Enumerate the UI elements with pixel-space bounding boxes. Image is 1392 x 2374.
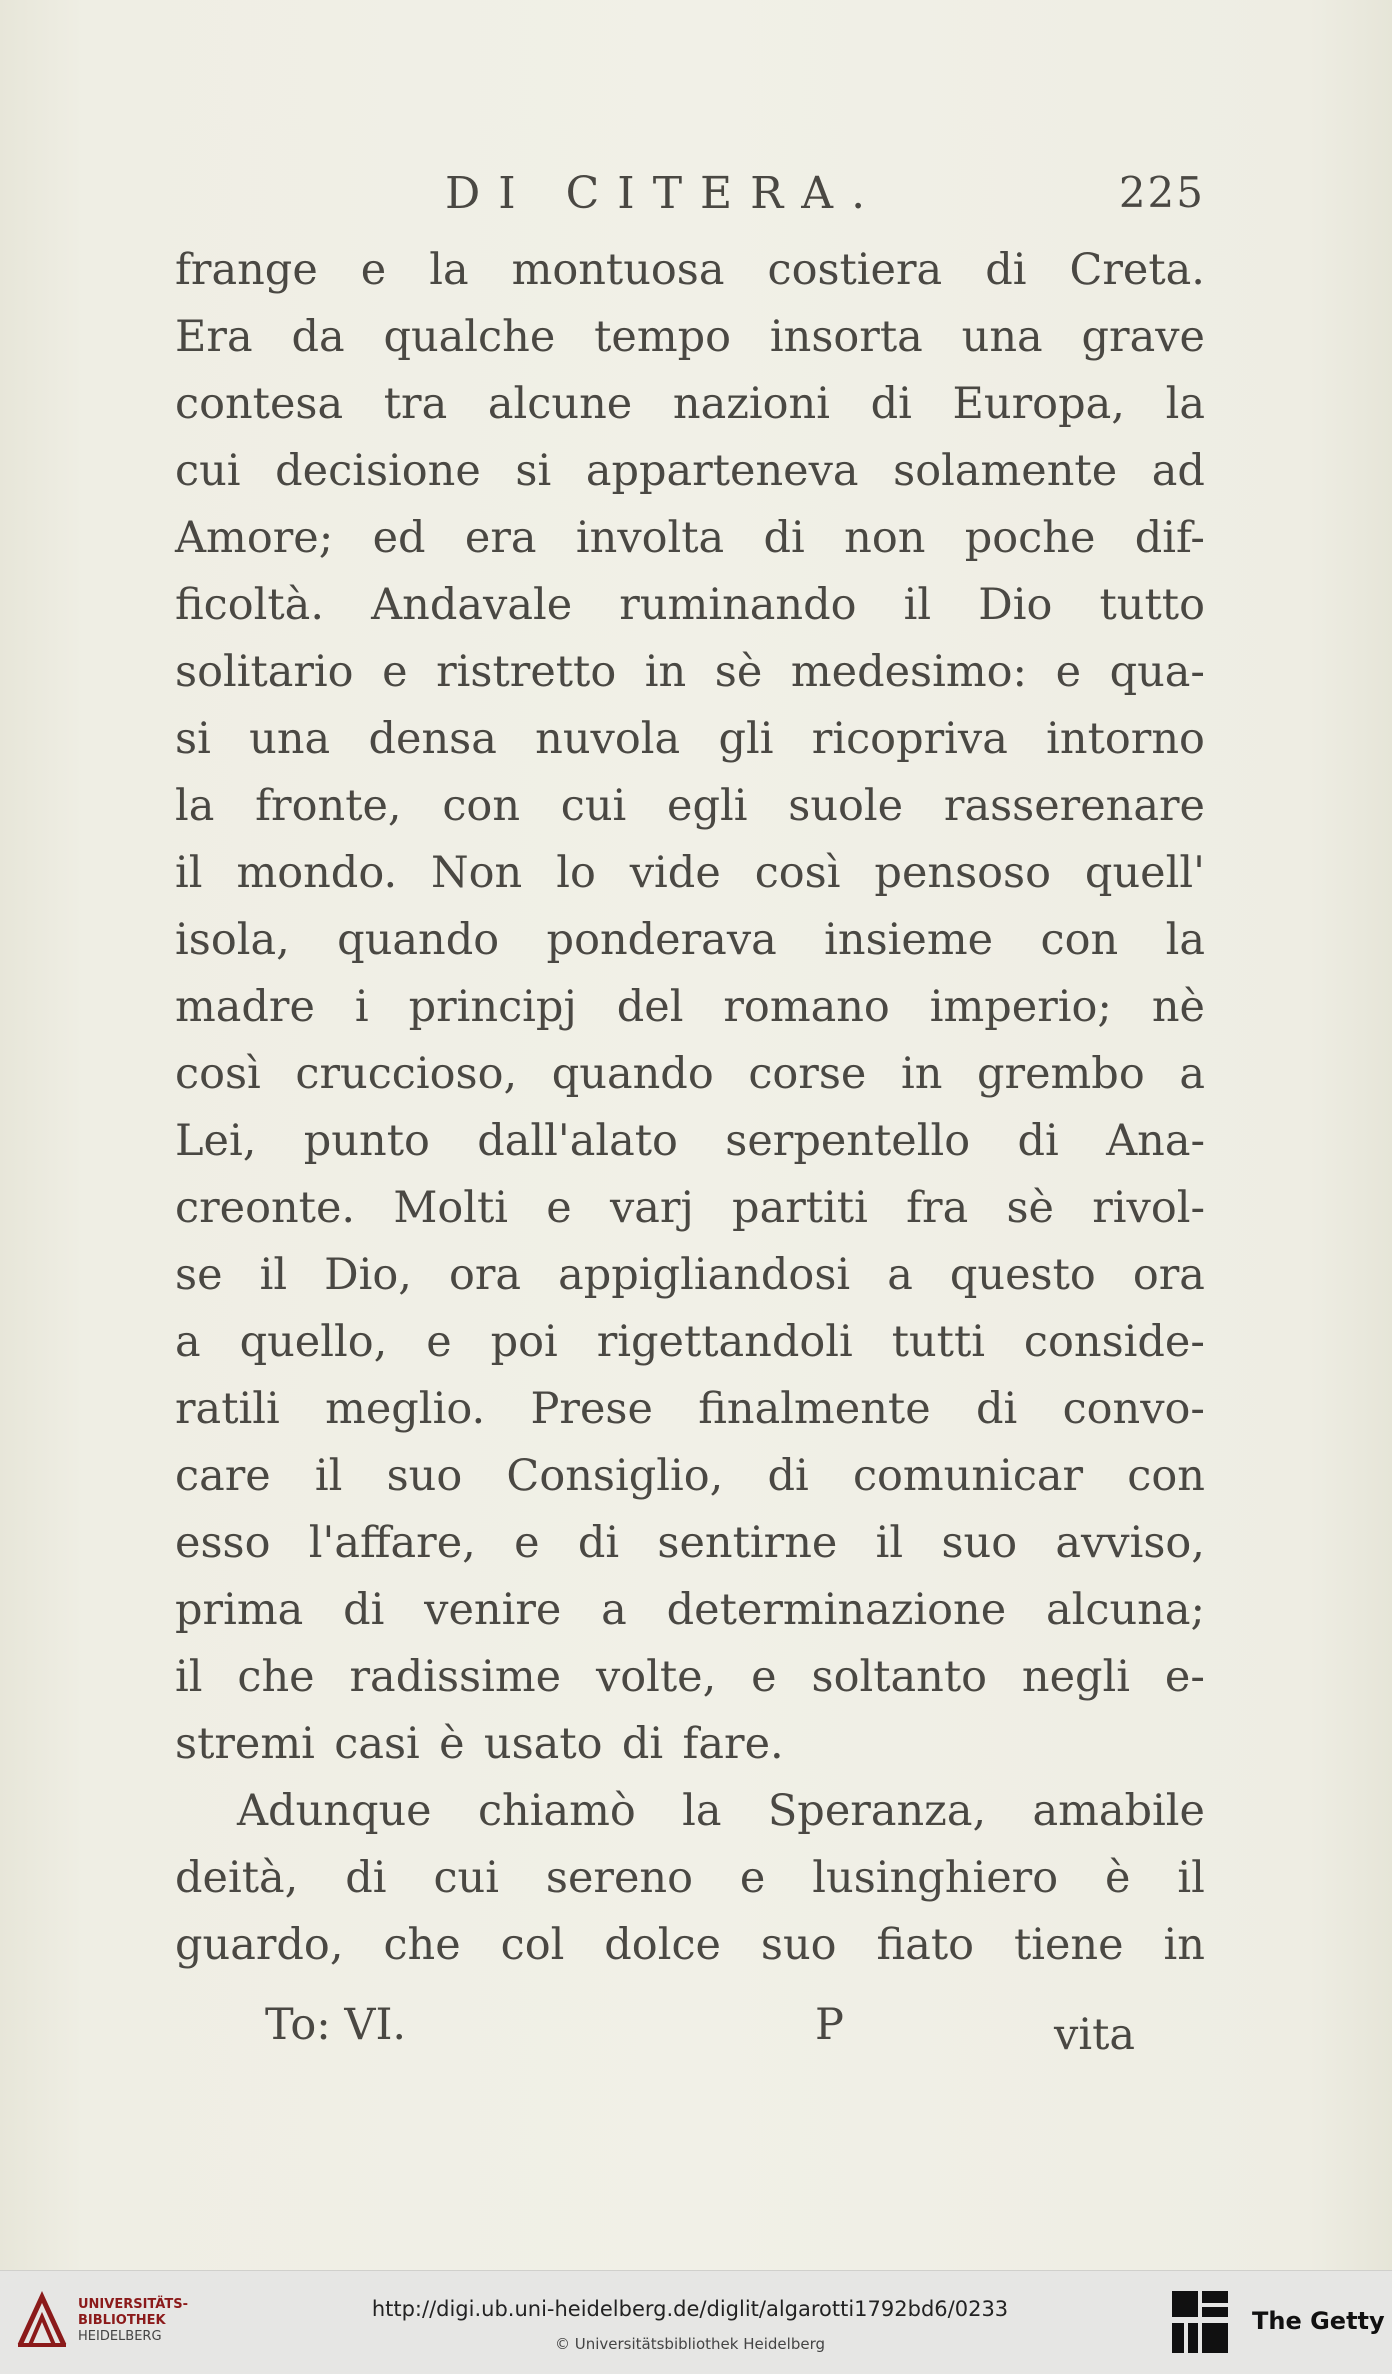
word: la	[1165, 379, 1205, 429]
word: è	[1105, 1853, 1131, 1903]
word: a	[175, 1317, 201, 1367]
text-line	[175, 1376, 1205, 1443]
word: a	[601, 1585, 627, 1635]
word: venire	[424, 1585, 562, 1635]
word: quello,	[239, 1317, 388, 1367]
word: ricopriva	[811, 714, 1008, 764]
word: sentirne	[657, 1518, 838, 1568]
word: e	[514, 1518, 540, 1568]
word: così	[754, 848, 841, 898]
word: Non	[431, 848, 523, 898]
word: tiene	[1013, 1920, 1124, 1970]
word: una	[961, 312, 1043, 362]
word: mondo.	[236, 848, 398, 898]
text-line	[175, 304, 1205, 371]
word: del	[616, 982, 684, 1032]
word: isola,	[175, 915, 290, 965]
word: soltanto	[811, 1652, 987, 1702]
word: apparteneva	[585, 446, 859, 496]
word: insieme	[824, 915, 994, 965]
word: di	[763, 513, 805, 563]
word: non	[844, 513, 926, 563]
text-line	[175, 1108, 1205, 1175]
word: se	[175, 1250, 223, 1300]
word: sè	[714, 647, 763, 697]
text-line	[175, 1510, 1205, 1577]
word: cruccioso,	[295, 1049, 518, 1099]
word: ad	[1151, 446, 1205, 496]
word: casi	[334, 1719, 420, 1769]
word: dall'alato	[477, 1116, 678, 1166]
word: gli	[718, 714, 774, 764]
word: Dio	[978, 580, 1053, 630]
word: corse	[748, 1049, 867, 1099]
word: quando	[337, 915, 500, 965]
word: insorta	[769, 312, 923, 362]
university-logo-icon[interactable]	[14, 2291, 70, 2351]
word: prima	[175, 1585, 304, 1635]
word: involta	[575, 513, 725, 563]
word: suo	[941, 1518, 1018, 1568]
word: avviso,	[1055, 1518, 1205, 1568]
word: qua-	[1109, 647, 1205, 697]
word: di	[577, 1518, 620, 1568]
word: e	[751, 1652, 777, 1702]
signature-mark: To: VI.	[265, 2000, 407, 2050]
word: decisione	[275, 446, 481, 496]
text-line	[175, 572, 1205, 639]
word: contesa	[175, 379, 344, 429]
word: col	[500, 1920, 565, 1970]
page-number: 225	[1118, 168, 1205, 217]
word: il	[175, 848, 203, 898]
word: così	[175, 1049, 261, 1099]
copyright-notice: © Universitätsbibliothek Heidelberg	[554, 2335, 825, 2353]
word: quando	[551, 1049, 714, 1099]
word: in	[1163, 1920, 1205, 1970]
page-footer	[175, 2000, 1205, 2070]
word: appigliandosi	[558, 1250, 851, 1300]
word: finalmente	[698, 1384, 931, 1434]
word: sè	[1006, 1183, 1054, 1233]
word: Lei,	[175, 1116, 257, 1166]
gathering-mark: P	[815, 2000, 844, 2050]
word: principj	[408, 982, 577, 1032]
text-line	[175, 1175, 1205, 1242]
word: e	[1055, 647, 1082, 697]
word: i	[354, 982, 369, 1032]
word: è	[439, 1719, 465, 1769]
word: Prese	[530, 1384, 653, 1434]
word: Era	[175, 312, 253, 362]
viewer-footer-bar	[0, 2270, 1392, 2374]
word: con	[442, 781, 521, 831]
word: cui	[175, 446, 241, 496]
word: quell'	[1084, 848, 1205, 898]
word: con	[1127, 1451, 1205, 1501]
word: serpentello	[725, 1116, 971, 1166]
word: solitario	[175, 647, 354, 697]
word: pensoso	[874, 848, 1051, 898]
word: creonte.	[175, 1183, 356, 1233]
word: lusinghiero	[812, 1853, 1059, 1903]
permalink-url[interactable]: http://digi.ub.uni-heidelberg.de/diglit/algarotti1792bd6/0233	[371, 2297, 1009, 2321]
word: e	[546, 1183, 572, 1233]
text-line	[175, 974, 1205, 1041]
word: meglio.	[325, 1384, 486, 1434]
word: il	[175, 1652, 203, 1702]
word: rasserenare	[943, 781, 1205, 831]
word: grave	[1081, 312, 1205, 362]
word: sereno	[545, 1853, 693, 1903]
word: era	[464, 513, 537, 563]
word: e	[382, 647, 408, 697]
word: una	[249, 714, 331, 764]
word: medesimo:	[790, 647, 1028, 697]
word: qualche	[383, 312, 556, 362]
word: rivol-	[1092, 1183, 1205, 1233]
word: poche	[964, 513, 1096, 563]
word: da	[291, 312, 345, 362]
word: ratili	[175, 1384, 280, 1434]
word: Adunque	[237, 1786, 432, 1836]
word: Speranza,	[767, 1786, 987, 1836]
word: di	[870, 379, 912, 429]
word: cui	[433, 1853, 499, 1903]
word: intorno	[1046, 714, 1205, 764]
word: lo	[556, 848, 596, 898]
word: e	[426, 1317, 452, 1367]
word: frange	[175, 245, 318, 295]
text-line	[175, 438, 1205, 505]
word: tra	[383, 379, 448, 429]
word: alcuna;	[1046, 1585, 1205, 1635]
running-header	[175, 168, 1205, 232]
text-line	[175, 505, 1205, 572]
word: Consiglio,	[506, 1451, 724, 1501]
text-line	[175, 1309, 1205, 1376]
word: amabile	[1032, 1786, 1205, 1836]
text-line	[175, 1577, 1205, 1644]
text-line	[175, 1711, 1205, 1778]
word: ruminando	[619, 580, 857, 630]
text-line	[175, 840, 1205, 907]
word: dif-	[1134, 513, 1205, 563]
word: densa	[368, 714, 497, 764]
word: varj	[609, 1183, 694, 1233]
word: Dio,	[324, 1250, 412, 1300]
word: care	[175, 1451, 271, 1501]
word: Molti	[393, 1183, 509, 1233]
word: cui	[560, 781, 627, 831]
word: di	[985, 245, 1027, 295]
word: volte,	[595, 1652, 717, 1702]
word: ficoltà.	[175, 580, 324, 630]
word: suole	[788, 781, 904, 831]
text-line	[175, 1644, 1205, 1711]
word: grembo	[977, 1049, 1145, 1099]
text-line	[175, 1242, 1205, 1309]
word: ristretto	[436, 647, 617, 697]
word: la	[1165, 915, 1205, 965]
word: fra	[906, 1183, 969, 1233]
catchword: vita	[1054, 2010, 1135, 2060]
word: che	[237, 1652, 315, 1702]
word: a	[887, 1250, 913, 1300]
word: il	[875, 1518, 904, 1568]
word: in	[644, 647, 687, 697]
word: a	[1179, 1049, 1205, 1099]
word: determinazione	[666, 1585, 1007, 1635]
word: Creta.	[1069, 245, 1205, 295]
word: tutti	[891, 1317, 985, 1367]
word: Amore;	[175, 513, 334, 563]
text-line	[175, 1845, 1205, 1912]
word: si	[175, 714, 211, 764]
text-line	[175, 639, 1205, 706]
word: la	[175, 781, 215, 831]
word: romano	[723, 982, 890, 1032]
word: di	[767, 1451, 809, 1501]
word: di	[345, 1853, 387, 1903]
word: punto	[303, 1116, 430, 1166]
text-line	[175, 237, 1205, 304]
getty-logo-icon[interactable]	[1170, 2289, 1230, 2355]
word: dolce	[604, 1920, 721, 1970]
word: questo	[949, 1250, 1096, 1300]
word: usato	[483, 1719, 603, 1769]
text-line	[175, 1041, 1205, 1108]
word: il	[259, 1250, 288, 1300]
word: Ana-	[1106, 1116, 1205, 1166]
word: e	[739, 1853, 766, 1903]
body-text	[175, 237, 1205, 1979]
word: ed	[372, 513, 426, 563]
word: il	[903, 580, 932, 630]
word: il	[314, 1451, 343, 1501]
word: nuvola	[535, 714, 681, 764]
text-line	[175, 773, 1205, 840]
word: rigettandoli	[596, 1317, 853, 1367]
word: fare.	[682, 1719, 784, 1769]
header-title: DI CITERA.	[445, 168, 884, 219]
word: con	[1040, 915, 1119, 965]
word: in	[900, 1049, 943, 1099]
word: si	[515, 446, 552, 496]
text-line	[175, 1778, 1205, 1845]
word: e-	[1164, 1652, 1205, 1702]
word: montuosa	[511, 245, 725, 295]
word: ponderava	[546, 915, 777, 965]
text-line	[175, 1912, 1205, 1979]
word: il	[1177, 1853, 1205, 1903]
word: chiamò	[477, 1786, 636, 1836]
word: la	[429, 245, 469, 295]
word: l'affare,	[308, 1518, 476, 1568]
word: negli	[1021, 1652, 1131, 1702]
word: ora	[448, 1250, 522, 1300]
word: ora	[1132, 1250, 1205, 1300]
word: di	[975, 1384, 1018, 1434]
word: radissime	[349, 1652, 562, 1702]
word: nè	[1151, 982, 1205, 1032]
word: deità,	[175, 1853, 299, 1903]
word: e	[360, 245, 387, 295]
text-line	[175, 706, 1205, 773]
text-line	[175, 1443, 1205, 1510]
word: costiera	[767, 245, 943, 295]
word: Europa,	[952, 379, 1125, 429]
word: di	[1017, 1116, 1059, 1166]
text-line	[175, 907, 1205, 974]
word: suo	[386, 1451, 463, 1501]
word: madre	[175, 982, 315, 1032]
word: di	[621, 1719, 664, 1769]
word: fronte,	[255, 781, 402, 831]
word: imperio;	[929, 982, 1112, 1032]
word: vide	[629, 848, 721, 898]
word: di	[343, 1585, 385, 1635]
word: tutto	[1099, 580, 1205, 630]
word: nazioni	[672, 379, 830, 429]
word: tempo	[594, 312, 732, 362]
word: poi	[490, 1317, 558, 1367]
word: stremi	[175, 1719, 315, 1769]
word: la	[682, 1786, 722, 1836]
word: Andavale	[371, 580, 573, 630]
word: conside-	[1023, 1317, 1205, 1367]
getty-label: The Getty	[1252, 2307, 1385, 2335]
word: comunicar	[852, 1451, 1084, 1501]
word: guardo,	[175, 1920, 344, 1970]
text-line	[175, 371, 1205, 438]
word: convo-	[1062, 1384, 1205, 1434]
word: partiti	[732, 1183, 868, 1233]
word: egli	[667, 781, 748, 831]
word: suo	[760, 1920, 837, 1970]
word: fiato	[876, 1920, 975, 1970]
word: alcune	[487, 379, 633, 429]
word: che	[383, 1920, 461, 1970]
university-name: UNIVERSITÄTS- BIBLIOTHEK HEIDELBERG	[78, 2297, 188, 2344]
word: esso	[175, 1518, 271, 1568]
word: solamente	[893, 446, 1118, 496]
